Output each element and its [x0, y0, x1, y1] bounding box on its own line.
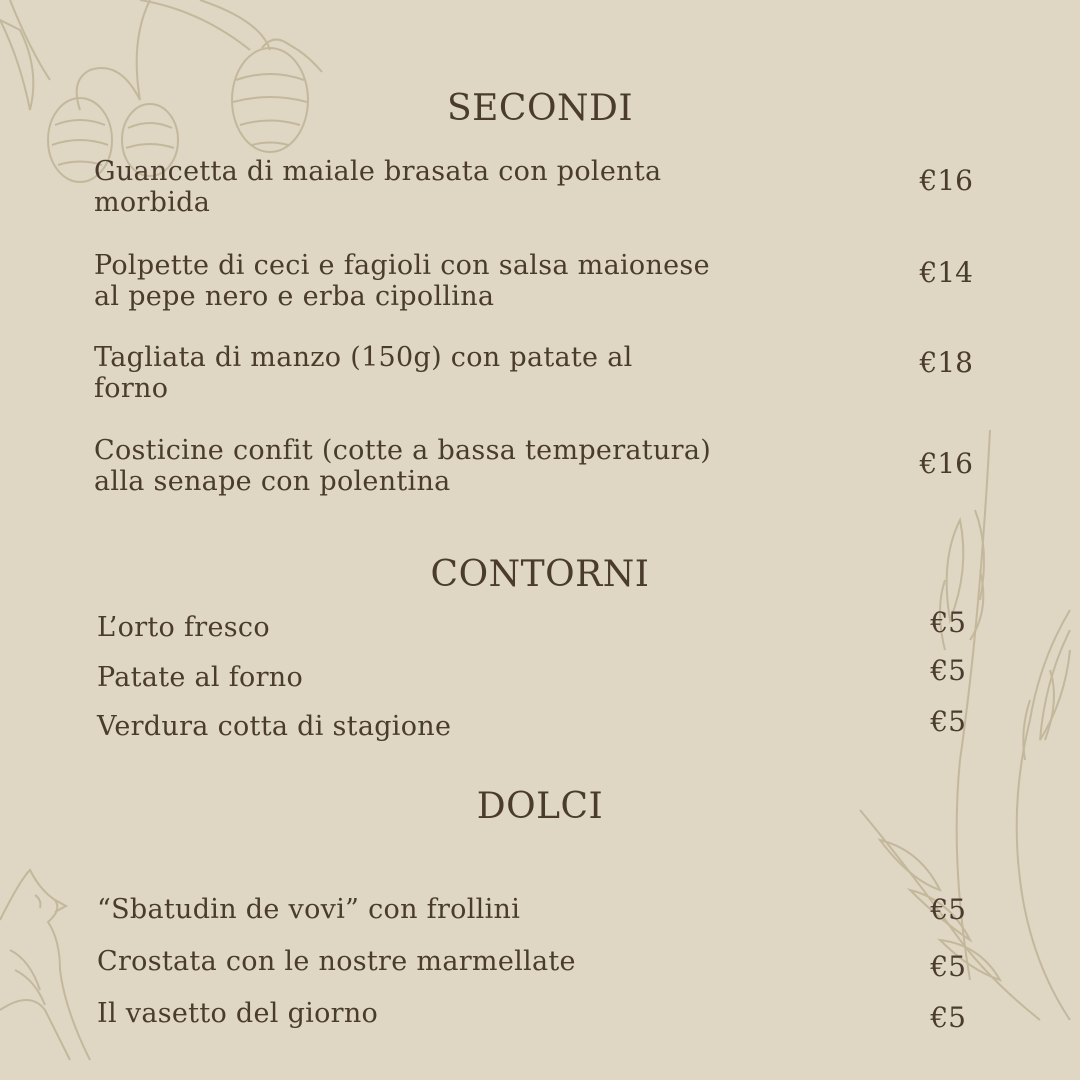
menu-item-price: €5 [930, 654, 966, 687]
menu-item-price: €5 [930, 893, 966, 926]
menu-item-name: Polpette di ceci e fagioli con salsa maionese al pepe nero e erba cipollina [94, 250, 710, 312]
menu-item-name: Tagliata di manzo (150g) con patate al forno [94, 342, 633, 404]
menu-item-name: Patate al forno [97, 662, 304, 693]
menu-item-name: Verdura cotta di stagione [97, 711, 452, 742]
menu-item-price: €16 [919, 164, 973, 197]
menu-item-name: Costicine confit (cotte a bassa temperatura) alla senape con polentina [94, 435, 712, 497]
menu-item-name: “Sbatudin de vovi” con frollini [97, 894, 521, 925]
menu-item-price: €5 [930, 705, 966, 738]
menu-item-price: €5 [930, 950, 966, 983]
menu-item-price: €18 [919, 346, 973, 379]
menu-item-name: L’orto fresco [97, 612, 270, 643]
menu-item-name: Guancetta di maiale brasata con polenta morbida [94, 156, 662, 218]
section-title-secondi: SECONDI [446, 88, 634, 129]
menu-item-price: €5 [930, 1001, 966, 1034]
menu-item-name: Crostata con le nostre marmellate [97, 946, 576, 977]
menu-item-price: €14 [919, 256, 973, 289]
menu-item-name: Il vasetto del giorno [97, 998, 379, 1029]
bird-illustration [0, 860, 110, 1080]
menu-item-price: €16 [919, 447, 973, 480]
section-title-dolci: DOLCI [476, 786, 604, 827]
menu-item-price: €5 [930, 606, 966, 639]
section-title-contorni: CONTORNI [430, 554, 650, 595]
